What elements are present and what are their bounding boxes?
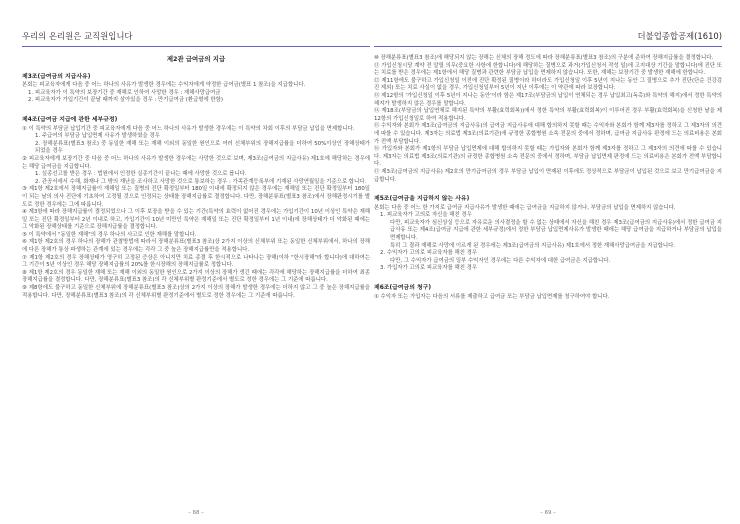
article-4-para-2: ② 피교육자에게 보장기간 중 다음 중 어느 하나의 사유가 발생한 경우에는 사망한 것으로 보며, 제3조(급여금의 지급사유) 제1호에 해당하는 경우에는 해당 급여금을 지급합니다. xyxy=(22,155,370,170)
left-header-text: 우리의 온리원은 교직원입니다 xyxy=(22,31,133,41)
article-4-para-8: ⑧ 제1항 제2호의 경우 동일한 재해 또는 재해 이외의 동일한 원인으로 2가지 이상의 장해가 생긴 때에는 각각에 해당하는 장해지급률을 더하여 최종 장해지급률을 결정합니다. 다만, 장해분류표(별표3 참조)의 각 신체부위별 판정기준에서 별도로 정한 경우에는 그 기준에 따릅니다. xyxy=(22,269,370,284)
article-5-item-2: 2. 수익자가 고의로 피교육자를 해친 경우 xyxy=(380,250,478,257)
left-page-header xyxy=(22,30,370,44)
article-4-para-1-item-1: 1. 주급여의 부담금 납입면제 사유가 발생하였을 경우 xyxy=(35,133,160,140)
article-5-title: 제5조(급여금을 지급하지 않는 사유) xyxy=(374,196,470,203)
article-4-para-10: ⑩ 장해분류표(별표3 참조)에 해당되지 않는 장해는 신체의 장해 정도에 따라 장해분류표(별표3 참조)의 구분에 준하여 장해지급률을 결정합니다. xyxy=(374,55,714,61)
article-3-title: 제3조(급여금의 지급사유) xyxy=(22,73,91,80)
article-4-para-12: ⑫ 제11항에도 불구하고 가입신청일 이전에 진단 확정된 질병이라 하더라도 가입신청일 이후 5년이 지나는 동안 그 질병으로 추가 진단(단순 건강검진 제외) 또는 치료 사실이 없을 경우, 가입신청일부터 5년이 지난 이후에는 이 약관에 따라 보장합니다. xyxy=(374,77,722,92)
article-4-para-3: ③ 제1항 제2호에서 장해지급률이 재해일 또는 질병의 진단 확정일부터 180일 이내에 확정되지 않은 경우에는 재해일 또는 진단 확정일부터 180일이 되는 날의 의사 진단에 기초하여 고정될 것으로 인정되는 상태를 장해지급률로 결정합니다. 다만, 장해분류표(별표3 참조)에서 장해판정시기를 별도로 정한 경우에는 그에 따릅니다. xyxy=(22,186,370,208)
right-page-content xyxy=(374,55,722,301)
right-page-number: – 69 – xyxy=(540,510,556,516)
article-4-para-6: ⑥ 제1항 제2호의 경우 하나의 장해가 관찰방법에 따라서 장해분류표(별표3 참조)상 2가지 이상의 신체부위 또는 동일한 신체부위에서, 하나의 장해에 다른 장해가 통상 파생하는 관계에 있는 경우에는 각각 그 중 높은 장해지급률만을 적용합니다. xyxy=(22,239,370,254)
article-5-item-2-detail: 다만, 그 수익자가 급여금의 일부 수익자인 경우에는 다른 수익자에 대한 급여금은 지급합니다. xyxy=(390,257,611,264)
right-header-text: 더불업종합공제(1610) xyxy=(637,31,722,41)
article-4-para-11: ⑪ 가입신청시당 계약 전 알릴 의무(중요한 사항에 한합니다)에 해당하는 질병으로 과거(가입신청서 작성 일)에 고지대상 기간을 말합니다)에 진단 또는 치료를 받은 경우에는 제1항에서 해당 질병과 관련한 부담금 납입을 면제하지 않습니다. 또한, 재해는 보장기간 중 발생한 재해에 한합니다. xyxy=(374,62,722,77)
article-4-para-4: ④ 제3항에 따라 장해지급률이 결정되었으나 그 이후 보장을 받을 수 있는 기간(특약의 효력이 없어진 경우에는 가입기간이 10년 이상인 특약은 재해일 또는 진단 확정일부터 2년 이내로 하고, 가입기간이 10년 미만인 특약은 재해일 또는 진단 확정일부터 1년 이내)에 장해상태가 더 악화된 때에는 그 악화된 장해상태를 기준으로 장해지급률을 결정합니다. xyxy=(22,209,370,231)
right-header-divider xyxy=(374,46,722,47)
article-5-item-1: 1. 피교육자가 고의로 자신을 해친 경우 xyxy=(380,212,472,219)
article-4-para-14: ⑭ 제18조(부담금의 납입연체로 해지된 특약의 부활(효력회복))에서 정한 특약의 부활(효력회복)이 이루어진 경우 부활(효력회복)을 신청한 날을 제12항의 가입신청일로 하여 적용합니다. xyxy=(374,108,722,122)
article-4-para-7: ⑦ 제1항 제2호의 경우 장해상태가 영구히 고정된 증상은 아니지만 치료 종결 후 한시적으로 나타나는 장해(이하 "한시장해"라 합니다)에 대하여는 그 기간이 5년 이상인 경우 해당 장해지급률의 20%를 한시장해의 장해지급률로 정합니다. xyxy=(22,254,370,269)
right-page xyxy=(374,0,722,524)
article-3-intro: 본회는 피교육자에게 다음 중 어느 하나의 사유가 발생한 경우에는 수익자에게 약정한 급여금(별표 1 참조)을 지급합니다. xyxy=(22,82,306,89)
left-header-divider xyxy=(22,46,370,47)
article-4-para-2-item-2: 2. 관공서에서 수해, 화재나 그 밖의 재난을 조사하고 사망한 것으로 통보하는 경우 : 가족관계등록부에 기재된 사망연월일을 기준으로 합니다. xyxy=(35,178,367,185)
article-4-para-16: ⑯ 가입자와 본회가 제1항의 부담금 납입면제에 대해 합의하지 못할 때는 가입자와 본회가 함께 제3자를 정하고 그 제3자의 의견에 따를 수 있습니다. 제3자는 의료법 제3조(의료기관)의 규정한 종합병원 소속 전문의 중에서 정하며, 부담금 납입면제 판정에 드는 의료비용은 본회가 전액 부담합니다. xyxy=(374,146,722,168)
article-6-title: 제6조(급여금의 청구) xyxy=(374,285,432,292)
article-5-item-1-detail: 다만, 피교육자가 심신상실 등으로 자유로운 의사결정을 할 수 없는 상태에서 자신을 해친 경우 제3조(급여금의 지급사유)에서 정한 급여금 지급사유 또는 제4조(급여금 지급에 관한 세부규정)에서 정한 부담금 납입면제사유가 발생한 때에는 해당 급여금을 지급하거나 부담금의 납입을 면제합니다. xyxy=(390,219,722,242)
article-4-para-15: ⑮ 수익자와 본회가 제3조(급여금의 지급사유)의 급여금 지급사유에 대해 합의하지 못할 때는 수익자와 본회가 함께 제3자를 정하고 그 제3자의 의견에 따를 수 있습니다. 제3자는 의료법 제3조(의료기관)에 규정한 종합병원 소속 전문의 중에서 정하며, 급여금 지급사유 판정에 드는 의료비용은 본회가 전액 부담합니다. xyxy=(374,123,722,145)
article-5-intro: 본회는 다음 중 어느 한 가지로 급여금 지급사유가 발생한 때에는 급여금을 지급하지 않거나, 부담금의 납입을 면제하지 않습니다. xyxy=(374,204,676,211)
article-4-para-9: ⑨ 제8항에도 불구하고 동일한 신체부위에 장해분류표(별표3 참조)상의 2가지 이상의 장해가 발생한 경우에는 더하지 않고 그 중 높은 장해지급률을 적용합니다. 다만, 장해분류표(별표3 참조)의 각 신체부위별 판정기준에서 별도로 정한 경우에는 그 기준에 따릅니다. xyxy=(22,285,370,299)
left-page xyxy=(22,0,370,524)
right-page-header xyxy=(374,30,722,44)
article-5-item-1-detail-2: 특히 그 결과 재해로 사망에 이르게 된 경우에는 제3조(급여금의 지급사유) 제1호에서 정한 재해사망급여금을 지급합니다. xyxy=(390,242,676,249)
article-4-para-1: ① 이 특약의 부담금 납입기간 중 피교육자에게 다음 중 어느 하나의 사유가 발생한 경우에는 이 특약의 차회 이후의 부담금 납입을 면제합니다. xyxy=(22,125,355,132)
article-3-item-2: 2. 피교육자가 가입기간이 끝날 때까지 살아있을 경우 : 만기급여금 (환급형에 한함) xyxy=(28,97,223,104)
article-4-title: 제4조(급여금 지급에 관한 세부규정) xyxy=(22,116,118,123)
article-4-para-5: ⑤ 이 특약에서 "동일한 재해"의 경우 하나의 사고로 인한 재해를 말합니다. xyxy=(22,231,197,238)
article-4-para-2-item-1: 1. 실종선고를 받은 경우 : 법원에서 인정한 실종기간이 끝나는 때에 사망한 것으로 봅니다. xyxy=(35,171,247,178)
article-4-para-1-item-2: 2. 장해분류표(별표3 참조) 중 동일한 재해 또는 재해 이외의 동일한 원인으로 여러 신체부위의 장해지급률을 더하여 50%이상인 장해상태가 되었을 경우 xyxy=(35,140,370,155)
article-6-para-1: ① 수익자 또는 가입자는 다음의 서류를 제출하고 급여금 또는 부담금 납입면제를 청구하여야 합니다. xyxy=(374,293,610,300)
left-page-content xyxy=(22,55,370,300)
left-page-number: – 68 – xyxy=(188,510,204,516)
article-5-item-3: 3. 가입자가 고의로 피교육자를 해친 경우 xyxy=(380,265,478,272)
article-4-para-13: ⑬ 제12항의 '가입신청일 이후 5년이 지나는 동안'이라 함은 제17조(부담금의 납입이 연체되는 경우 납입최고(독촉)와 특약의 해지)에서 정한 특약의 해지가 발생하지 않은 경우를 말합니다. xyxy=(374,92,722,107)
chapter-title: 제2관 급여금의 지급 xyxy=(166,55,226,63)
article-4-para-17: ⑰ 제3조(급여금의 지급사유) 제2호의 만기급여금의 경우 부담금 납입이 면제된 이후에도 정상적으로 부담금이 납입된 것으로 보고 만기급여금을 지급합니다. xyxy=(374,168,722,183)
article-3-item-1: 1. 피교육자가 이 특약의 보장기간 중 재해로 인하여 사망한 경우 : 재해사망급여금 xyxy=(28,89,221,96)
